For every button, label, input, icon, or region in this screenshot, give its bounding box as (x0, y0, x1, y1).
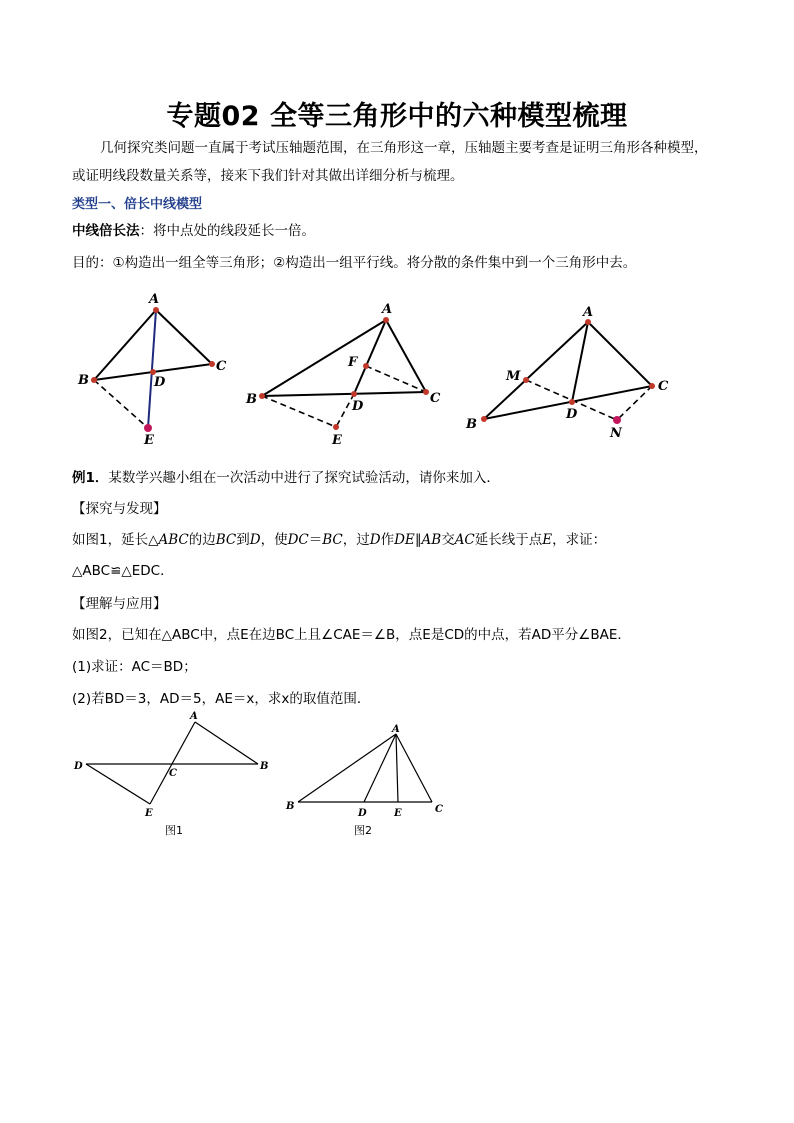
fig1-label-c: C (169, 768, 177, 779)
fig2-label-d: D (358, 808, 367, 819)
part1-line-2: △ABC≌△EDC． (72, 563, 174, 579)
part2-line-1: 如图2，已知在△ABC中，点E在边BC上且∠CAE＝∠B，点E是CD的中点，若AD平分∠BAE． (72, 627, 631, 643)
page-title: 专题02 全等三角形中的六种模型梳理 (166, 101, 628, 132)
method-line (72, 219, 315, 239)
t-q: 交 (441, 532, 455, 548)
fig-a-label-b: B (78, 373, 89, 388)
fig2-label-a: A (392, 724, 400, 735)
t-b: ABC (158, 532, 189, 548)
intro-line-1: 几何探究类问题一直属于考试压轴题范围，在三角形这一章，压轴题主要考查是证明三角形各种模型， (100, 140, 708, 156)
fig-c-label-b: B (466, 417, 477, 432)
t-n: DE (394, 532, 415, 548)
t-o: ∥ (414, 532, 422, 548)
part1-line-1 (72, 528, 606, 548)
method-term: 中线倍长法 (72, 223, 140, 239)
fig-c-label-n: N (610, 426, 622, 441)
t-c: 的边 (188, 532, 216, 548)
fig-c-label-a: A (583, 305, 594, 320)
example-text: 某数学兴趣小组在一次活动中进行了探究试验活动，请你来加入． (108, 470, 500, 486)
method-text: ：将中点处的线段延长一倍。 (139, 223, 315, 239)
fig2-label-e: E (394, 808, 402, 819)
fig-b-label-a: A (382, 302, 393, 317)
t-f: D (249, 532, 261, 548)
fig-a-label-c: C (216, 359, 227, 374)
t-i: ＝ (308, 532, 323, 548)
example-label: 例1． (72, 470, 109, 486)
question-2: (2)若BD＝3，AD＝5，AE＝x，求x的取值范围． (72, 691, 371, 707)
fig1-label-d: D (74, 761, 83, 772)
fig-b-label-e: E (332, 433, 342, 448)
purpose-line: 目的：①构造出一组全等三角形；②构造出一组平行线。将分散的条件集中到一个三角形中去。 (72, 255, 637, 271)
t-m: 作 (380, 532, 395, 548)
t-l: D (369, 532, 381, 548)
t-t: E (542, 532, 553, 548)
model-figure-b (240, 296, 450, 456)
t-g: ，使 (260, 532, 288, 548)
question-1: (1)求证：AC＝BD； (72, 659, 197, 675)
t-k: ，过 (342, 532, 370, 548)
t-j: BC (322, 532, 343, 548)
fig-a-label-a: A (149, 292, 160, 307)
model-figure-a (72, 290, 242, 450)
fig2-label-b: B (286, 801, 295, 812)
figure-1 (68, 706, 278, 816)
fig1-label-e: E (145, 808, 153, 816)
t-p: AB (421, 532, 442, 548)
t-s: 延长线于点 (474, 532, 543, 548)
fig1-label-b: B (260, 761, 269, 772)
intro-line-2: 或证明线段数量关系等，接来下我们针对其做出详细分析与梳理。 (72, 168, 464, 184)
t-r: AC (454, 532, 475, 548)
fig-a-label-d: D (154, 375, 166, 390)
fig1-label-a: A (190, 711, 198, 722)
figure-2 (282, 720, 452, 820)
fig-a-label-e: E (144, 433, 154, 448)
example-1-line (72, 466, 500, 486)
fig-b-label-d: D (352, 399, 364, 414)
t-u: ，求证： (552, 532, 607, 548)
fig-c-label-d: D (566, 407, 578, 422)
figure-1-caption: 图1 (165, 824, 183, 837)
t-h: DC (287, 532, 309, 548)
model-figure-c (460, 300, 680, 450)
part1-heading: 【探究与发现】 (72, 501, 167, 517)
t-d: BC (215, 532, 237, 548)
part2-heading: 【理解与应用】 (72, 596, 167, 612)
section-heading: 类型一、倍长中线模型 (72, 197, 203, 212)
fig-c-label-m: M (506, 369, 521, 384)
fig-b-label-b: B (246, 392, 257, 407)
fig-b-label-c: C (430, 391, 441, 406)
t-e: 到 (236, 532, 250, 548)
figure-2-caption: 图2 (354, 824, 372, 837)
fig-c-label-c: C (658, 379, 669, 394)
t-a: 如图1，延长△ (72, 532, 159, 548)
fig2-label-c: C (435, 804, 443, 815)
fig-b-label-f: F (348, 355, 358, 370)
